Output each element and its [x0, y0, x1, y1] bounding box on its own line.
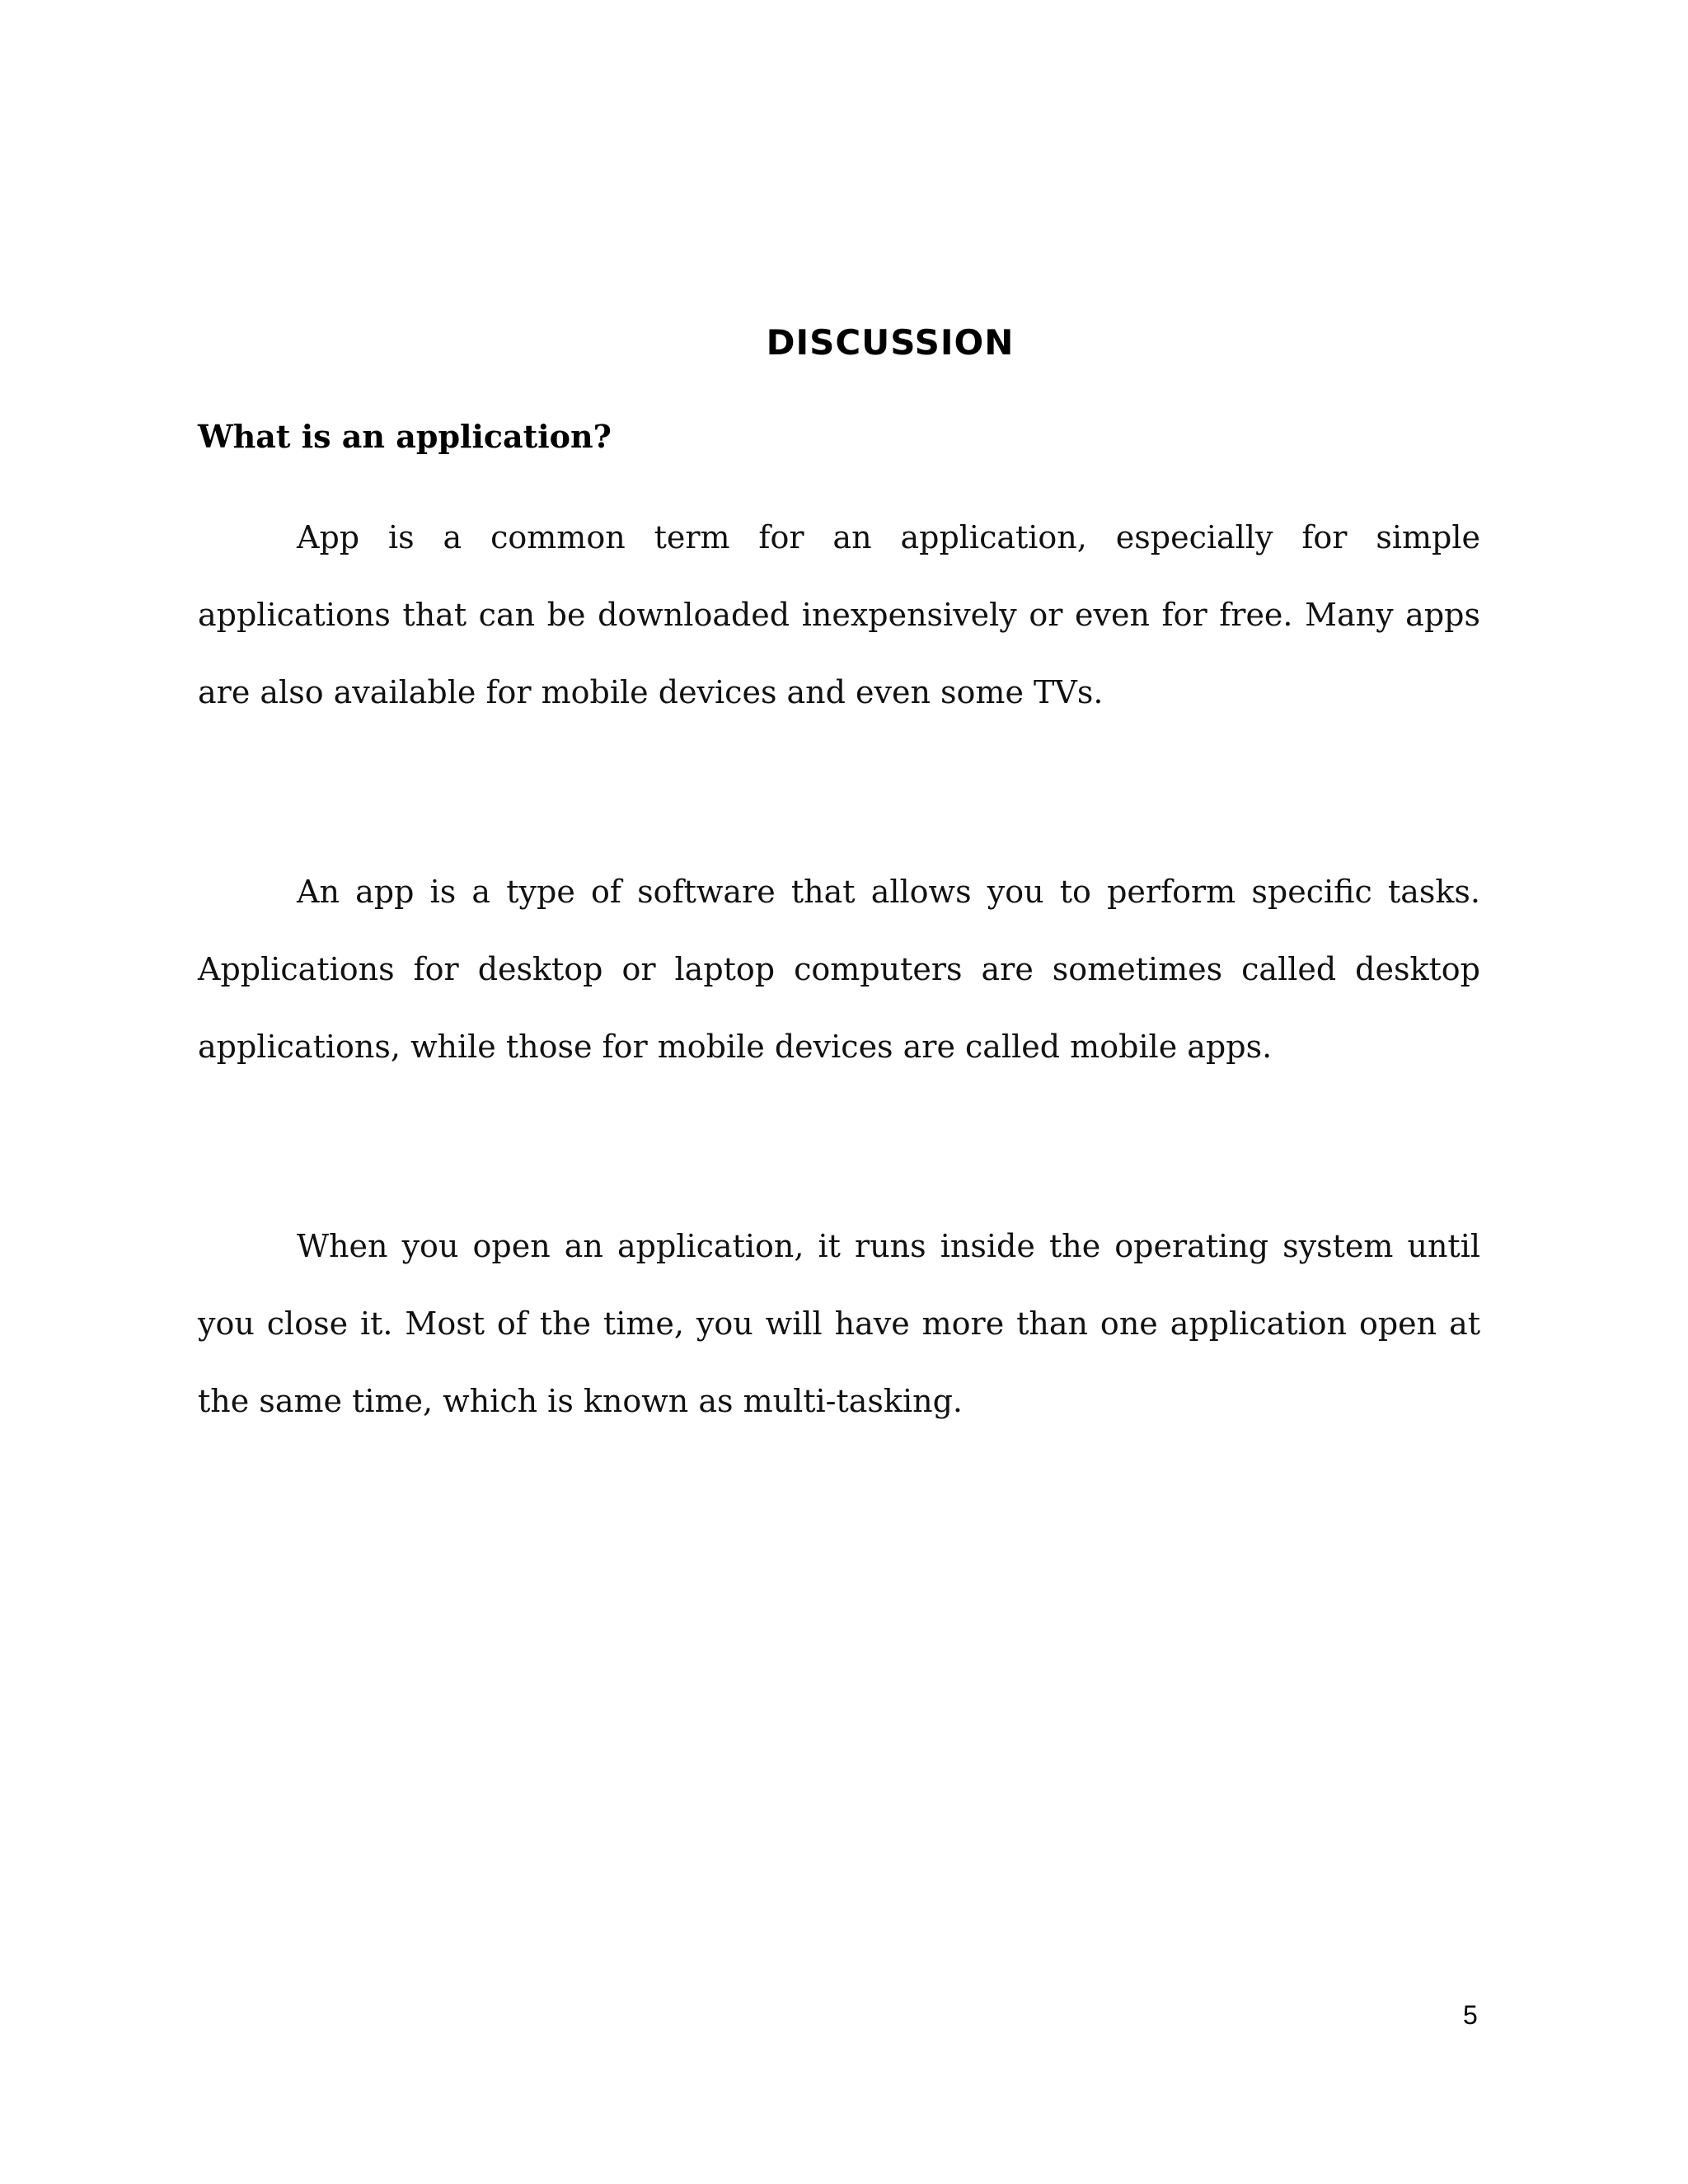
section-heading: What is an application? [198, 418, 612, 455]
page-number: 5 [1463, 2000, 1478, 2030]
paragraph: An app is a type of software that allows you to perform specific tasks. Applications for desktop or laptop computers are sometimes called desktop applications, while those for mobile devices are called mobile apps. [198, 874, 1480, 1065]
paragraph: App is a common term for an application, especially for simple applications that can be downloaded inexpensively or even for free. Many apps are also available for mobile devices and even some TVs. [198, 519, 1480, 710]
paragraph: When you open an application, it runs inside the operating system until you close it. Most of the time, you will have more than one application open at the same time, which is known as multi-tasking. [198, 1228, 1480, 1419]
page-title: DISCUSSION [766, 322, 1015, 363]
